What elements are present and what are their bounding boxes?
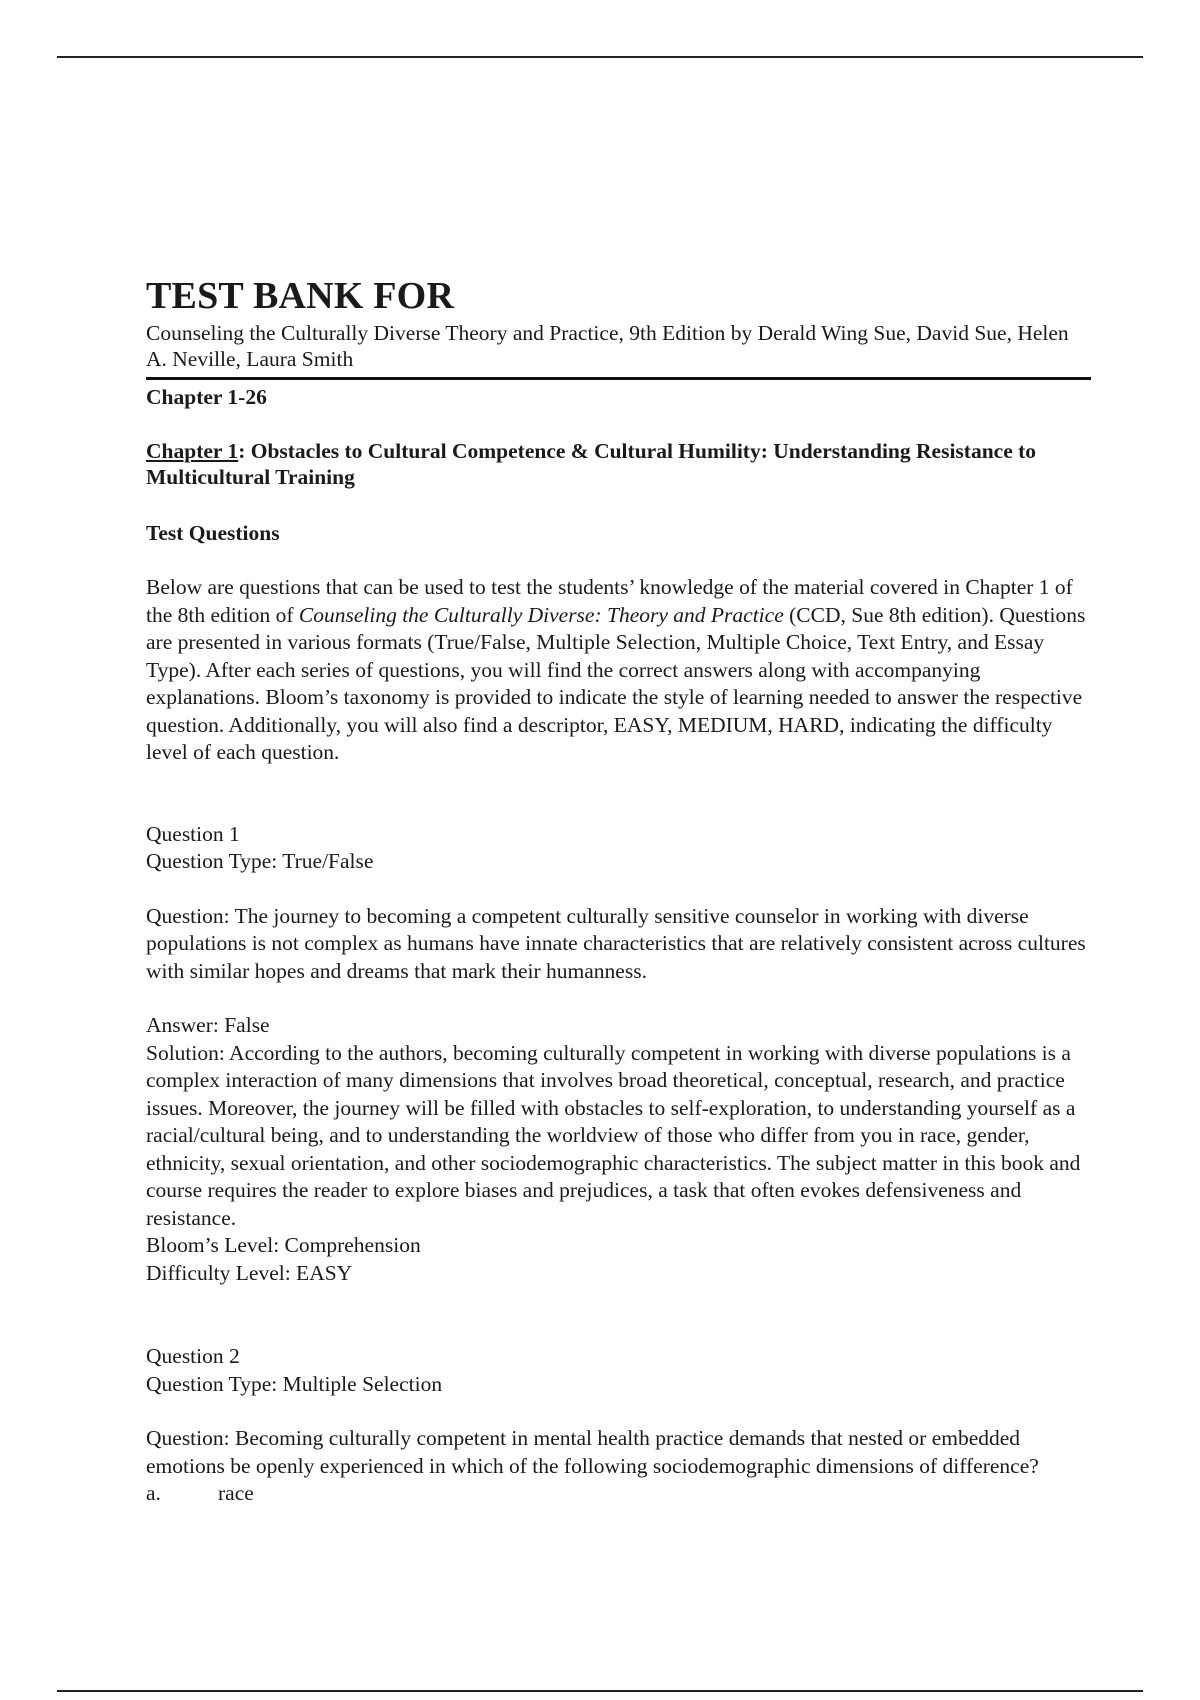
- option-text: race: [218, 1481, 254, 1505]
- question-type: Question Type: Multiple Selection: [146, 1371, 443, 1396]
- question-block-1: [146, 821, 1096, 1288]
- question-type: Question Type: True/False: [146, 849, 374, 873]
- chapter-label: Chapter 1: [146, 439, 239, 463]
- intro-text-2: (CCD, Sue 8th edition). Questions are presented in various formats (True/False, Multiple Selection, Multiple Choice, Text Entry, and Essay Type). After each series of questions, you will find the correct answers along with accompanying explanations. Bloom’s taxonomy is provided to indicate the style of learning needed to answer the respective question. Additionally, you will also find a descriptor, EASY, MEDIUM, HARD, indicating the difficulty level of each question.: [146, 602, 1086, 764]
- bottom-rule: [57, 1690, 1143, 1692]
- document-title: TEST BANK FOR: [146, 275, 455, 317]
- question-number: Question 1: [146, 821, 240, 846]
- chapter-title: : Obstacles to Cultural Competence & Cultural Humility: Understanding Resistance to Multicultural Training: [146, 439, 1037, 489]
- blooms-level: Bloom’s Level: Comprehension: [146, 1233, 421, 1257]
- document-subtitle: Counseling the Culturally Diverse Theory and Practice, 9th Edition by Derald Wing Sue, David Sue, Helen A. Neville, Laura Smith: [146, 321, 1069, 371]
- chapter-heading: [146, 438, 1086, 490]
- question-text: Question: The journey to becoming a competent culturally sensitive counselor in working with diverse populations is not complex as humans have innate characteristics that are relatively consistent across cultures with similar hopes and dreams that mark their humanness.: [146, 903, 1086, 983]
- chapter-range: Chapter 1-26: [146, 385, 267, 409]
- option-letter: a.: [146, 1481, 161, 1505]
- question-block-2: [146, 1343, 1096, 1508]
- title-divider: [146, 377, 1091, 380]
- question-number: Question 2: [146, 1344, 240, 1368]
- answer-option: [146, 1480, 1096, 1508]
- solution-text: Solution: According to the authors, becoming culturally competent in working with diverse populations is a complex interaction of many dimensions that involves broad theoretical, conceptual, research, and practice issues. Moreover, the journey will be filled with obstacles to self-exploration, to understanding yourself as a racial/cultural being, and to understanding the worldview of those who differ from you in race, gender, ethnicity, sexual orientation, and other sociodemographic characteristics. The subject matter in this book and course requires the reader to explore biases and prejudices, a task that often evokes defensiveness and resistance.: [146, 1040, 1081, 1230]
- question-text: Question: Becoming culturally competent in mental health practice demands that nested or embedded emotions be openly experienced in which of the following sociodemographic dimensions of difference?: [146, 1426, 1039, 1478]
- section-heading: Test Questions: [146, 521, 280, 545]
- top-rule: [57, 56, 1143, 58]
- answer-text: Answer: False: [146, 1013, 270, 1037]
- difficulty-level: Difficulty Level: EASY: [146, 1260, 353, 1285]
- intro-text-1: Below are questions that can be used to test the students’ knowledge of the material covered in Chapter 1 of the 8th edition of: [146, 575, 1073, 627]
- intro-book-title: Counseling the Culturally Diverse: Theory and Practice: [298, 602, 784, 627]
- document-body: [146, 274, 1096, 1508]
- intro-paragraph: [146, 574, 1096, 767]
